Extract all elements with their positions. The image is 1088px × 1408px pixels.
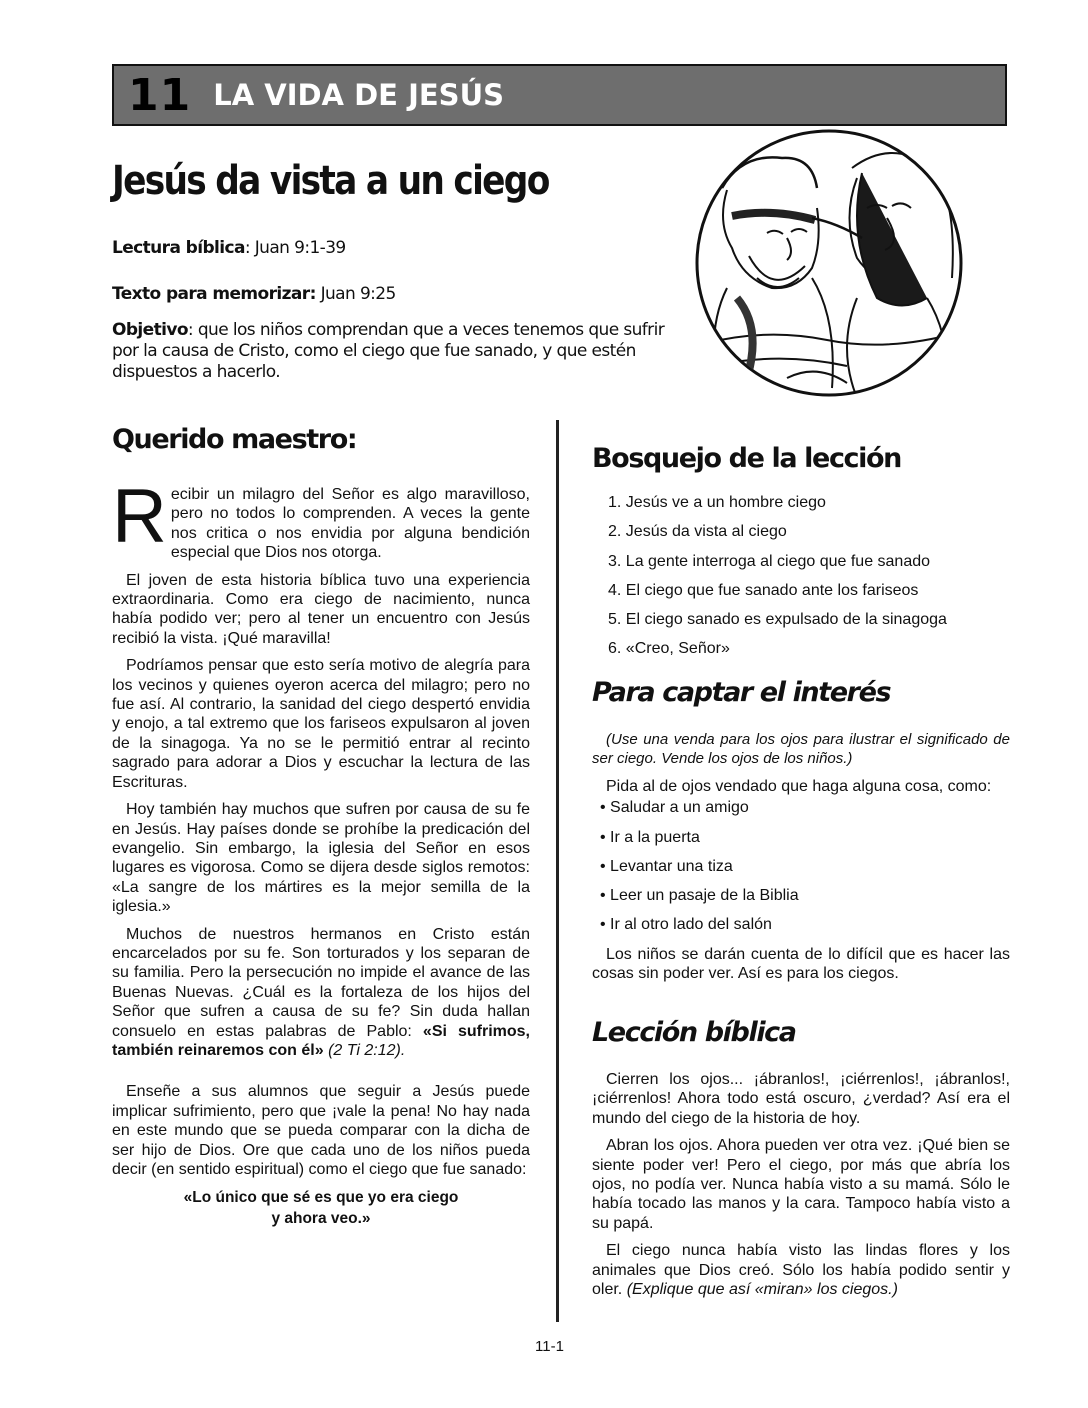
interes-intro: Pida al de ojos vendado que haga alguna cosa, como: xyxy=(606,777,992,795)
unit-title: LA VIDA DE JESÚS xyxy=(213,78,504,112)
lesson-title: Jesús da vista a un ciego xyxy=(112,158,549,204)
bullet-item: • Levantar una tiza xyxy=(600,857,733,875)
jesus-healing-blind-man-illustration xyxy=(687,128,972,398)
leccion-paragraph-1: Cierren los ojos... ¡ábranlos!, ¡ciérrenlos!, ¡ábranlos!, ¡ciérrenlos! Ahora todo está oscuro, ¿verdad? Así era el mundo del ciego de la historia de hoy. xyxy=(592,1071,1010,1127)
maestro-paragraph-1: Recibir un milagro del Señor es algo maravilloso, pero no todos lo comprenden. A veces la gente nos critica o nos envidia por alguna bendición especial que Dios nos otorga. xyxy=(112,474,530,562)
outline-item: 1. Jesús ve a un hombre ciego xyxy=(608,494,826,511)
bosquejo-list xyxy=(592,494,1012,670)
outline-item: 4. El ciego que fue sanado ante los fariseos xyxy=(608,581,919,599)
bosquejo-heading: Bosquejo de la lección xyxy=(592,443,901,474)
bullet-item: • Ir a la puerta xyxy=(600,828,700,846)
outline-item: 5. El ciego sanado es expulsado de la sinagoga xyxy=(608,611,947,629)
lectura-label: Lectura bíblica xyxy=(112,238,245,258)
bullet-item: • Saludar a un amigo xyxy=(600,799,749,817)
texto-value: Juan 9:25 xyxy=(315,284,396,304)
objetivo-value: : que los niños comprendan que a veces tenemos que sufrir por la causa de Cristo, como el ciego que fue sanado, y que estén dispuestos a hacerlo. xyxy=(112,320,665,382)
column-divider xyxy=(556,420,559,1322)
maestro-paragraph-5: Muchos de nuestros hermanos en Cristo están encarcelados por su fe. Son torturados y los separan de su familia. Pero la persecución no impide el avance de las Buenas Nuevas. ¿Cuál es la fortaleza de los hijos del Señor que sufren a causa de su fe? Sin duda hallan consuelo en estas palabras de Pablo: «Si sufrimos, también reinaremos con él» (2 Ti 2:12). xyxy=(112,925,531,1059)
outline-item: 6. «Creo, Señor» xyxy=(608,640,730,658)
unit-banner xyxy=(112,64,1007,126)
texto-line xyxy=(112,284,396,304)
page-number: 11-1 xyxy=(535,1338,564,1355)
maestro-paragraph-6: Enseñe a sus alumnos que seguir a Jesús puede implicar sufrimiento, pero que ¡vale la pena! No hay nada en este mundo que se pueda comparar con la dicha de ser hijo de Dios. Ore que cada uno de los niños pueda decir (en sentido espiritual) como el ciego que fue sanado: xyxy=(112,1083,530,1178)
maestro-paragraph-2: El joven de esta historia bíblica tuvo una experiencia extraordinaria. Como era ciego de nacimiento, nunca había podido ver; pero al tener un encuentro con Jesús recibió la vista. ¡Qué maravilla! xyxy=(112,571,530,647)
interes-bullets xyxy=(592,798,1010,944)
interes-instruction: (Use una venda para los ojos para ilustrar el significado de ser ciego. Vende los ojos de los niños.) xyxy=(592,731,1010,768)
maestro-heading: Querido maestro: xyxy=(112,424,357,455)
lectura-line xyxy=(112,238,346,258)
bullet-item: • Leer un pasaje de la Biblia xyxy=(600,887,799,905)
maestro-paragraph-4: Hoy también hay muchos que sufren por causa de su fe en Jesús. Hay países donde se prohíbe la predicación del evangelio. Sin embargo, la iglesia del Señor en esos lugares es vigorosa. Como se dijera desde siglos remotos: «La sangre de los mártires es la mejor semilla de la iglesia.» xyxy=(112,801,530,916)
maestro-paragraph-3: Podríamos pensar que esto sería motivo de alegría para los vecinos y quienes oyeron acerca del milagro; pero no fue así. Al contrario, la sanidad del ciego despertó envidia y enojo, a tal extremo que los fariseos expulsaron al joven de la sinagoga. Ya no se le permitió entrar al recinto sagrado para adorar a Dios y escuchar la lectura de las Escrituras. xyxy=(112,657,530,791)
unit-number: 11 xyxy=(128,69,192,121)
interes-closing: Los niños se darán cuenta de lo difícil que es hacer las cosas sin poder ver. Así es para los ciegos. xyxy=(592,945,1010,983)
objetivo-line xyxy=(112,320,672,383)
drop-cap: R xyxy=(112,474,167,559)
memory-quote: «Lo único que sé es que yo era ciego y ahora veo.» xyxy=(183,1189,459,1228)
bullet-item: • Ir al otro lado del salón xyxy=(600,916,772,934)
texto-label: Texto para memorizar: xyxy=(112,284,316,304)
lectura-value: : Juan 9:1-39 xyxy=(244,238,346,258)
leccion-paragraph-2: Abran los ojos. Ahora pueden ver otra vez. ¡Qué bien se siente poder ver! Pero el ciego, por más que abría los ojos, no podía ver. Nunca había visto a su mamá. Sólo le había tocado las manos y la cara. Tampoco había visto a su papá. xyxy=(592,1137,1010,1232)
leccion-heading: Lección bíblica xyxy=(592,1017,796,1048)
outline-item: 2. Jesús da vista al ciego xyxy=(608,523,787,541)
interes-heading: Para captar el interés xyxy=(592,677,891,708)
objetivo-label: Objetivo xyxy=(112,320,188,340)
leccion-paragraph-3: El ciego nunca había visto las lindas flores y los animales que Dios creó. Sólo los había podido sentir y oler. (Explique que así «miran» los ciegos.) xyxy=(592,1242,1010,1299)
outline-item: 3. La gente interroga al ciego que fue sanado xyxy=(608,552,931,570)
maestro-body xyxy=(112,474,531,1229)
leccion-body xyxy=(592,1070,1010,1307)
interes-body xyxy=(592,730,1010,992)
